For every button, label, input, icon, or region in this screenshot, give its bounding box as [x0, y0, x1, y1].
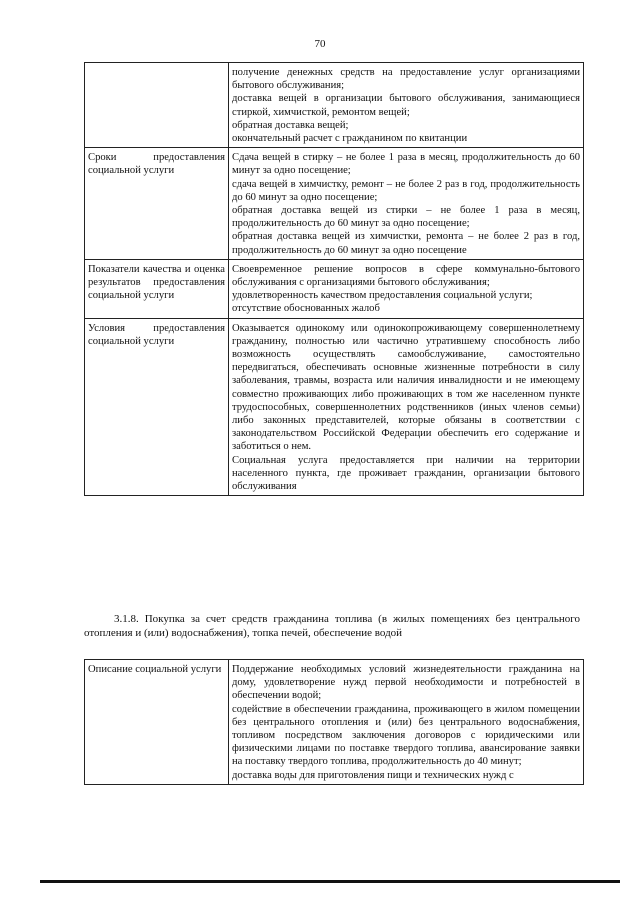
content-line: Социальная услуга предоставляется при наличии на территории населенного пункта, где проживает гражданин, организации бытового обслуживания	[232, 454, 580, 493]
content-line: обратная доставка вещей из химчистки, ремонта – не более 2 раз в год, продолжительность до 60 минут за одно посещение	[232, 231, 580, 256]
row-content	[229, 63, 584, 148]
content-line: Сдача вещей в стирку – не более 1 раза в месяц, продолжительность до 60 минут за одно посещение;	[232, 152, 580, 177]
page-number: 70	[314, 38, 326, 50]
table-row	[85, 148, 584, 260]
content-line: содействие в обеспечении гражданина, проживающего в жилом помещении без центрального отопления и (или) без центрального водоснабжения, топливом посредством заключения договоров с юридическими или физическими лицами по поставке твердого топлива, авансирование заявки на поставку твердого топлива, продолжительность до 40 минут;	[232, 703, 580, 768]
service-description-table	[84, 659, 584, 785]
content-line: отсутствие обоснованных жалоб	[232, 303, 380, 315]
content-line: обратная доставка вещей из стирки – не более 1 раза в месяц, продолжительность до 60 минут за одно посещение;	[232, 205, 580, 230]
content-line: удовлетворенность качеством предоставления социальной услуги;	[232, 290, 533, 302]
section-heading: 3.1.8. Покупка за счет средств гражданина топлива (в жилых помещениях без центрального отопления и (или) водоснабжения), топка печей, обеспечение водой	[84, 613, 580, 639]
row-content	[229, 259, 584, 318]
table-row	[85, 259, 584, 318]
footer-divider	[40, 880, 620, 883]
row-label: Описание социальной услуги	[85, 660, 229, 785]
table-row	[85, 660, 584, 785]
content-line: окончательный расчет с гражданином по квитанции	[232, 133, 468, 145]
content-line: Оказывается одинокому или одинокопроживающему совершеннолетнему гражданину, полностью или частично утратившему способность либо возможность осуществлять самообслуживание, самостоятельно передвигаться, обеспечивать основные жизненные потребности в силу заболевания, травмы, возраста или наличия инвалидности и не имеющему совместно проживающих либо проживающих в том же населенном пункте трудоспособных, совершеннолетних родственников (иных членов семьи) либо законных представителей, которые обязаны в соответствии с законодательством Российской Федерации обеспечить его содержание и заботиться о нем.	[232, 322, 580, 453]
row-label	[85, 63, 229, 148]
services-table	[84, 62, 584, 496]
table-row	[85, 318, 584, 496]
content-line: Поддержание необходимых условий жизнедеятельности гражданина на дому, удовлетворение нужд первой необходимости и потребностей в обеспечении водой;	[232, 664, 580, 702]
content-line: получение денежных средств на предоставление услуг организациями бытового обслуживания;	[232, 67, 580, 92]
content-line: доставка воды для приготовления пищи и технических нужд с	[232, 769, 514, 781]
content-line: сдача вещей в химчистку, ремонт – не более 2 раз в год, продолжительность до 60 минут за одно посещение;	[232, 178, 580, 203]
content-line: обратная доставка вещей;	[232, 119, 349, 131]
row-label: Условия предоставления социальной услуги	[85, 318, 229, 496]
content-line: Своевременное решение вопросов в сфере коммунально-бытового обслуживания с организациями бытового обслуживания;	[232, 263, 580, 289]
table-row	[85, 63, 584, 148]
row-content	[229, 148, 584, 260]
row-label: Показатели качества и оценка результатов предоставления социальной услуги	[85, 259, 229, 318]
row-content	[229, 318, 584, 496]
content-line: доставка вещей в организации бытового обслуживания, занимающиеся стиркой, химчисткой, ремонтом вещей;	[232, 93, 580, 118]
row-label: Сроки предоставления социальной услуги	[85, 148, 229, 260]
row-content	[229, 660, 584, 785]
